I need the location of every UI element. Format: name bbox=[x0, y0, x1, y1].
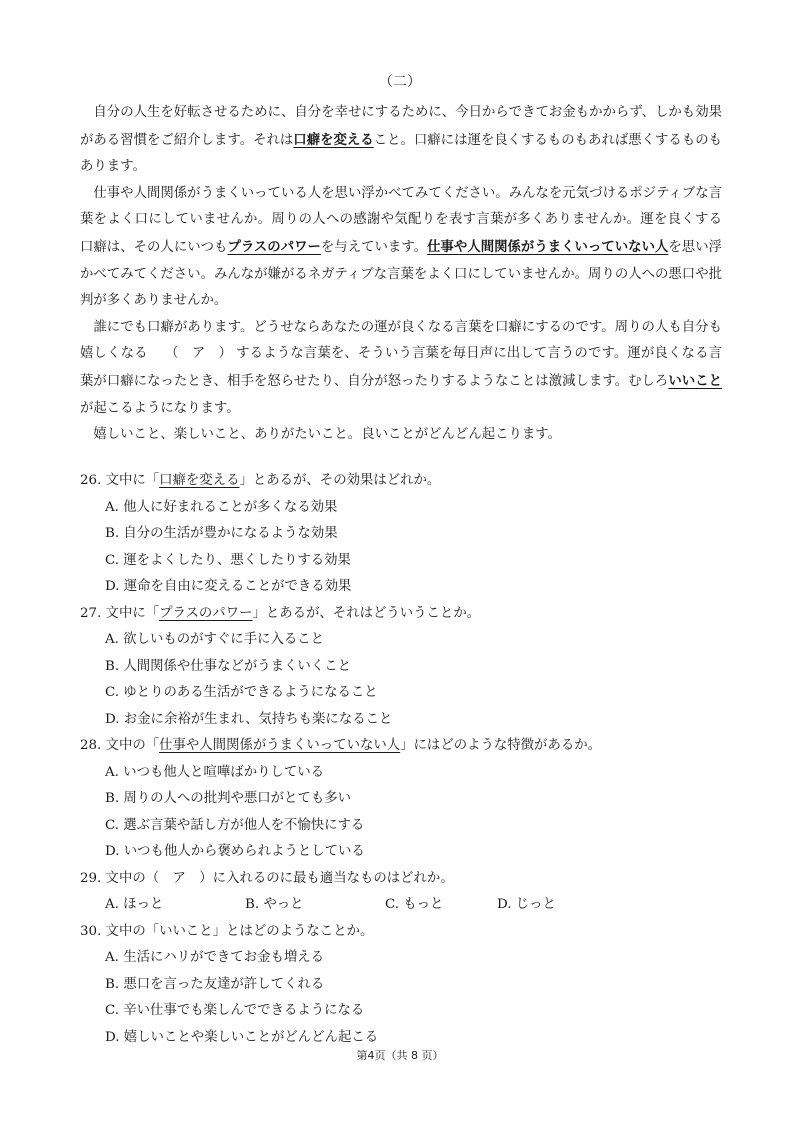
passage-paragraph-1: 自分の人生を好転させるために、自分を幸せにするために、今日からできてお金もかからず、しかも効果がある習慣をご紹介します。それは口癖を変えること。口癖には運を良くするものもあれば悪くするものもあります。 bbox=[80, 105, 723, 175]
question-30-option-d: D. 嬉しいことや楽しいことがどんどん起こる bbox=[105, 1029, 379, 1045]
question-30-option-b: B. 悪口を言った友達が許してくれる bbox=[105, 976, 325, 992]
page-number-footer: 第4页（共 8 页） bbox=[356, 1049, 444, 1062]
question-26-stem: 26. 文中に「口癖を変える」とあるが、その効果はどれか。 bbox=[80, 473, 441, 488]
question-28-option-a: A. いつも他人と喧嘩ばかりしている bbox=[105, 764, 325, 780]
question-28-stem: 28. 文中の「仕事や人間関係がうまくいっていない人」にはどのような特徴があるか。 bbox=[80, 738, 602, 753]
question-list bbox=[80, 468, 740, 1051]
question-26-option-a: A. 他人に好まれることが多くなる効果 bbox=[105, 499, 338, 515]
question-29-option-b: B. やっと bbox=[245, 897, 304, 912]
question-28-option-d: D. いつも他人から褒められようとしている bbox=[105, 844, 365, 859]
section-title: （二） bbox=[379, 74, 421, 90]
question-26-option-d: D. 運命を自由に変えることができる効果 bbox=[105, 579, 352, 594]
passage-paragraph-3: 誰にでも口癖があります。どうせならあなたの運が良くなる言葉を口癖にするのです。周りの人も自分も嬉しくなる （ ア ） するような言葉を、そういう言葉を毎日声に出して言うのです。運が良くなる言葉が口癖になったとき、相手を怒らせたり、自分が怒ったりするようなことは激減します。むしろいいことが起こるようになります。 bbox=[80, 319, 722, 416]
question-29-option-d: D. じっと bbox=[497, 897, 556, 912]
underlined-phrase-kuchiguse: 口癖を変える bbox=[293, 131, 374, 148]
question-28-option-c: C. 選ぶ言葉や話し方が他人を不愉快にする bbox=[105, 817, 365, 833]
underlined-phrase-unsuccessful-person: 仕事や人間関係がうまくいっていない人 bbox=[427, 238, 669, 255]
question-26-option-b: B. 自分の生活が豊かになるような効果 bbox=[105, 526, 338, 541]
question-28-option-b: B. 周りの人への批判や悪口がとても多い bbox=[105, 791, 351, 806]
passage-paragraph-4: 嬉しいこと、楽しいこと、ありがたいこと。良いことがどんどん起こります。 bbox=[93, 427, 561, 443]
question-27-option-c: C. ゆとりのある生活ができるようになること bbox=[105, 685, 378, 700]
reading-passage bbox=[80, 100, 722, 449]
question-29-option-a: A. ほっと bbox=[105, 897, 164, 912]
passage-paragraph-2: 仕事や人間関係がうまくいっている人を思い浮かべてみてください。みんなを元気づけるポジティブな言葉をよく口にしていませんか。周りの人への感謝や気配りを表す言葉が多くありませんか。運を良くする口癖は、その人にいつもプラスのパワーを与えています。仕事や人間関係がうまくいっていない人を思い浮かべてみてください。みんなが嫌がるネガティブな言葉をよく口にしていませんか。周りの人への悪口や批判が多くありませんか。 bbox=[80, 185, 723, 309]
question-27-option-d: D. お金に余裕が生まれ、気持ちも楽になること bbox=[105, 711, 393, 727]
question-29-options bbox=[80, 892, 740, 919]
question-29-option-c: C. もっと bbox=[385, 897, 444, 912]
question-26-option-c: C. 運をよくしたり、悪くしたりする効果 bbox=[105, 552, 351, 568]
question-27-option-b: B. 人間関係や仕事などがうまくいくこと bbox=[105, 658, 351, 674]
blank-a: （ ア ） bbox=[165, 346, 232, 362]
question-30-option-c: C. 辛い仕事でも楽しんでできるようになる bbox=[105, 1003, 365, 1018]
underlined-phrase-plus-power: プラスのパワー bbox=[227, 238, 321, 255]
question-27-option-a: A. 欲しいものがすぐに手に入ること bbox=[105, 632, 325, 647]
question-27-stem: 27. 文中に「プラスのパワー」とあるが、それはどういうことか。 bbox=[80, 605, 481, 621]
question-30-option-a: A. 生活にハリができてお金も増える bbox=[105, 950, 325, 965]
question-29-stem: 29. 文中の（ ア ）に入れるのに最も適当なものはどれか。 bbox=[80, 870, 454, 886]
question-30-stem: 30. 文中の「いいこと」とはどのようなことか。 bbox=[80, 923, 374, 939]
underlined-phrase-iikoto: いいこと bbox=[668, 372, 722, 389]
